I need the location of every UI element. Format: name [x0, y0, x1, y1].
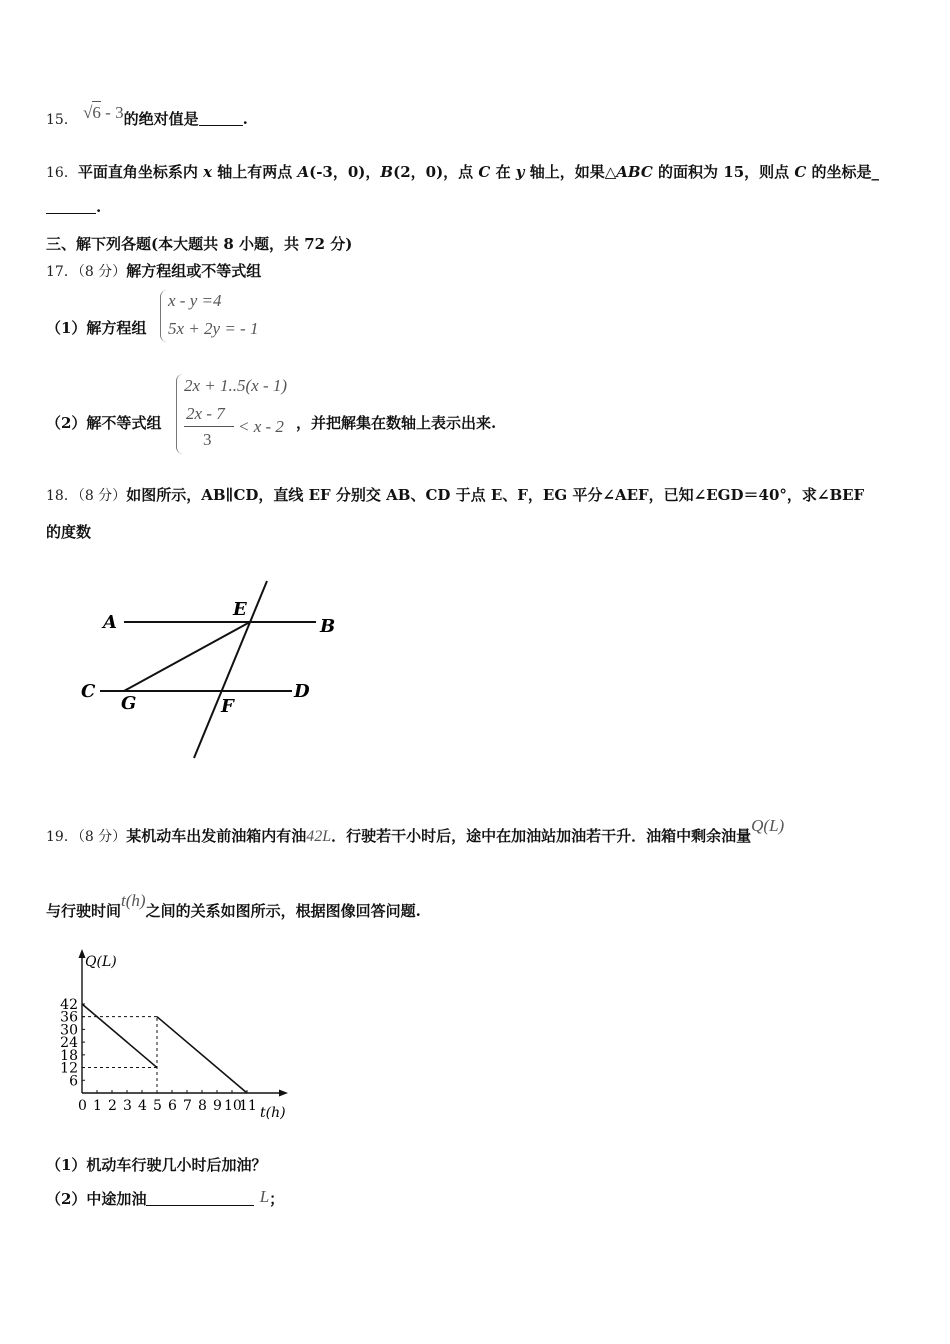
q17-fraction-bar: [184, 426, 234, 427]
x-tick-label: 5: [153, 1098, 162, 1114]
q17-line: [46, 260, 261, 281]
q16-line2: [46, 198, 101, 216]
q18-line2: 的度数: [46, 523, 92, 541]
label-f: F: [221, 696, 234, 717]
x-tick-label: 1: [93, 1098, 102, 1114]
q16-a-coord: (-3，0)，: [309, 163, 381, 181]
x-tick-label: 0: [78, 1098, 87, 1114]
q19-text-4: 之间的关系如图所示，根据图像回答问题.: [145, 902, 421, 920]
q19-points: （8 分）: [77, 829, 127, 845]
x-tick-label: 3: [123, 1098, 132, 1114]
q17-inequality-2-tail: < x - 2: [238, 417, 284, 436]
line-ef: [194, 581, 267, 758]
q19-text-1: 某机动车出发前油箱内有油: [126, 827, 307, 845]
q16-triangle-abc: ABC: [616, 163, 653, 181]
q19-line1: [46, 816, 785, 846]
q18-line1: [46, 484, 864, 505]
q15-answer-blank[interactable]: [199, 111, 243, 126]
q17-equation-1: x - y =4: [168, 291, 222, 310]
x-tick-label: 7: [183, 1098, 192, 1114]
label-e: E: [233, 599, 247, 620]
segment-eg: [124, 622, 250, 691]
q15-expression-tail: - 3: [100, 103, 124, 122]
q16-answer-blank[interactable]: [46, 199, 96, 214]
y-tick-label: 42: [60, 996, 78, 1013]
q16-point-c: C: [478, 163, 491, 181]
q17-inequality-1: 2x + 1..5(x - 1): [184, 376, 288, 395]
q16-point-c-2: C: [794, 163, 807, 181]
q17-part1-label: （1）解方程组: [46, 319, 147, 337]
q18-geometry-figure: [70, 575, 360, 765]
q17-number: 17．: [46, 264, 78, 280]
q16-b-coord: (2，0)，点: [393, 163, 479, 181]
q19-t-variable: t(h): [121, 891, 146, 910]
q15-end: .: [242, 110, 248, 128]
q16-number: 16．: [46, 165, 78, 181]
q19-text-3: 与行驶时间: [46, 902, 122, 920]
label-a: A: [103, 612, 117, 633]
q19-sub2: [46, 1188, 284, 1209]
q19-fuel-chart: [50, 945, 320, 1125]
q15-text: 的绝对值是: [123, 110, 199, 128]
q17-inequality-brace: [176, 374, 183, 454]
q15-radicand: 6: [92, 103, 101, 122]
q19-sub2-unit: L: [259, 1187, 270, 1206]
q17-equation-2: 5x + 2y = - 1: [168, 319, 259, 338]
x-tick-label: 10: [224, 1098, 242, 1114]
q19-sub2-text: （2）中途加油: [46, 1190, 147, 1208]
q16-line1: [46, 161, 879, 182]
x-tick-label: 11: [239, 1098, 257, 1114]
y-tick-label: 18: [60, 1047, 78, 1064]
y-axis-label: Q(L): [85, 954, 117, 970]
q19-sub2-end: ；: [269, 1190, 285, 1208]
q16-text-6: 的坐标是_: [806, 163, 880, 181]
section-3-heading: 三、解下列各题(本大题共 8 小题，共 72 分): [46, 235, 353, 253]
q17-fraction-denominator: 3: [203, 430, 212, 449]
q17-part2-label: （2）解不等式组: [46, 414, 162, 432]
q16-var-x: x: [203, 163, 213, 181]
q15-expression: √6 - 3: [83, 103, 124, 122]
q16-text-1: 平面直角坐标系内: [77, 163, 204, 181]
q19-q-variable: Q(L): [751, 816, 785, 835]
q19-line2: [46, 891, 421, 921]
y-tick-label: 36: [60, 1009, 78, 1026]
x-tick-label: 6: [168, 1098, 177, 1114]
q19-sub1: （1）机动车行驶几小时后加油？: [46, 1156, 267, 1174]
q16-text-3: 在: [490, 163, 516, 181]
q17-points: （8 分）: [77, 264, 127, 280]
q16-point-a: A: [297, 163, 310, 181]
q16-end: .: [96, 198, 102, 216]
q17-system-brace: [160, 290, 167, 342]
q15-number: 15．: [46, 112, 78, 128]
x-tick-label: 9: [213, 1098, 222, 1114]
q18-text-1: 如图所示，AB∥CD，直线 EF 分别交 AB、CD 于点 E、F，EG 平分∠AEF，已知∠EGD＝40°，求∠BEF: [126, 486, 865, 504]
q18-points: （8 分）: [77, 488, 127, 504]
q17-part2-tail: ，并把解集在数轴上表示出来.: [296, 414, 497, 432]
label-b: B: [320, 616, 336, 637]
y-tick-label: 6: [69, 1073, 78, 1090]
q17-title: 解方程组或不等式组: [126, 262, 262, 280]
y-tick-label: 12: [60, 1060, 78, 1077]
q19-number: 19．: [46, 829, 78, 845]
q16-var-y: y: [515, 163, 525, 181]
x-tick-label: 8: [198, 1098, 207, 1114]
q19-sub2-answer-blank[interactable]: [146, 1191, 254, 1206]
q16-text-4: 轴上，如果△: [524, 163, 617, 181]
label-g: G: [121, 693, 137, 714]
q19-text-2: ．行驶若干小时后，途中在加油站加油若干升．油箱中剩余油量: [331, 827, 752, 845]
q16-point-b: B: [380, 163, 394, 181]
label-c: C: [81, 681, 96, 702]
q15-line: [46, 103, 248, 129]
x-axis-arrow: [279, 1090, 288, 1097]
q16-text-5: 的面积为 15，则点: [652, 163, 795, 181]
q19-oil-amount: 42L: [306, 828, 332, 845]
y-tick-label: 30: [60, 1022, 78, 1039]
x-tick-label: 2: [108, 1098, 117, 1114]
series-segment-2: [157, 1017, 247, 1093]
x-tick-label: 4: [138, 1098, 147, 1114]
q18-number: 18．: [46, 488, 78, 504]
label-d: D: [294, 681, 310, 702]
y-tick-label: 24: [60, 1035, 78, 1052]
q16-text-2: 轴上有两点: [212, 163, 298, 181]
series-segment-1: [82, 1004, 157, 1068]
q17-fraction-numerator: 2x - 7: [186, 404, 225, 423]
x-axis-label: t(h): [260, 1105, 286, 1121]
